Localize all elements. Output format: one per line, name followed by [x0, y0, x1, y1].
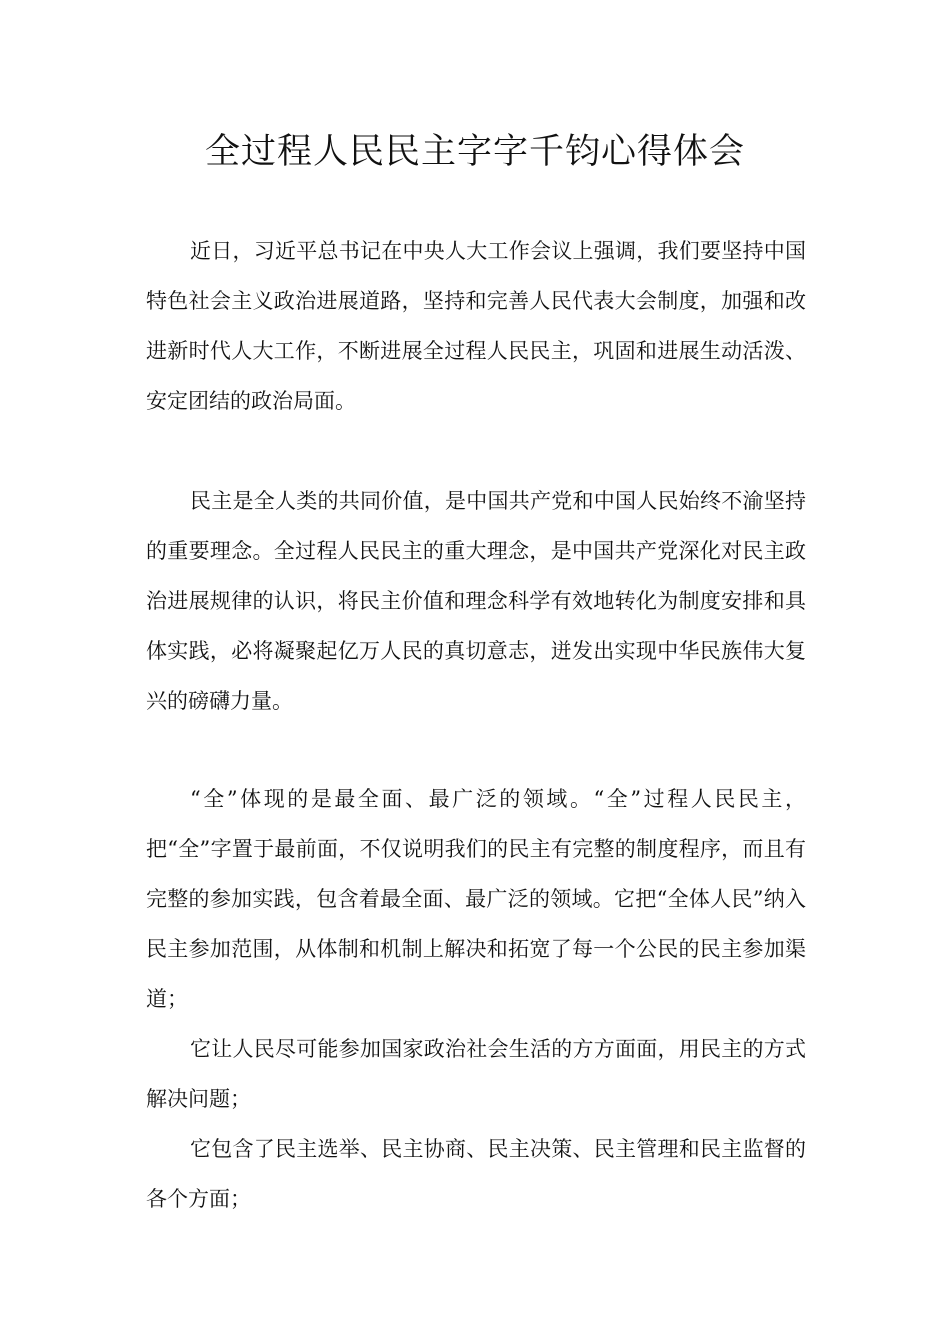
paragraph-3: “全”体现的是最全面、最广泛的领域。“全”过程人民民主，把“全”字置于最前面，不仅说明我们的民主有完整的制度程序，而且有完整的参加实践，包含着最全面、最广泛的领域。它把“全体人民”纳入民主参加范围，从体制和机制上解决和拓宽了每一个公民的民主参加渠道；: [146, 787, 806, 1011]
document-title: 全过程人民民主字字千钧心得体会: [204, 132, 745, 172]
paragraph-1: 近日，习近平总书记在中央人大工作会议上强调，我们要坚持中国特色社会主义政治进展道路，坚持和完善人民代表大会制度，加强和改进新时代人大工作，不断进展全过程人民民主，巩固和进展生动活泼、安定团结的政治局面。: [146, 239, 806, 413]
paragraph-4: 它让人民尽可能参加国家政治社会生活的方方面面，用民主的方式解决问题；: [146, 1037, 806, 1111]
paragraph-5: 它包含了民主选举、民主协商、民主决策、民主管理和民主监督的各个方面；: [146, 1137, 806, 1211]
paragraph-2: 民主是全人类的共同价值，是中国共产党和中国人民始终不渝坚持的重要理念。全过程人民民主的重大理念，是中国共产党深化对民主政治进展规律的认识，将民主价值和理念科学有效地转化为制度安排和具体实践，必将凝聚起亿万人民的真切意志，迸发出实现中华民族伟大复兴的磅礴力量。: [146, 489, 806, 713]
